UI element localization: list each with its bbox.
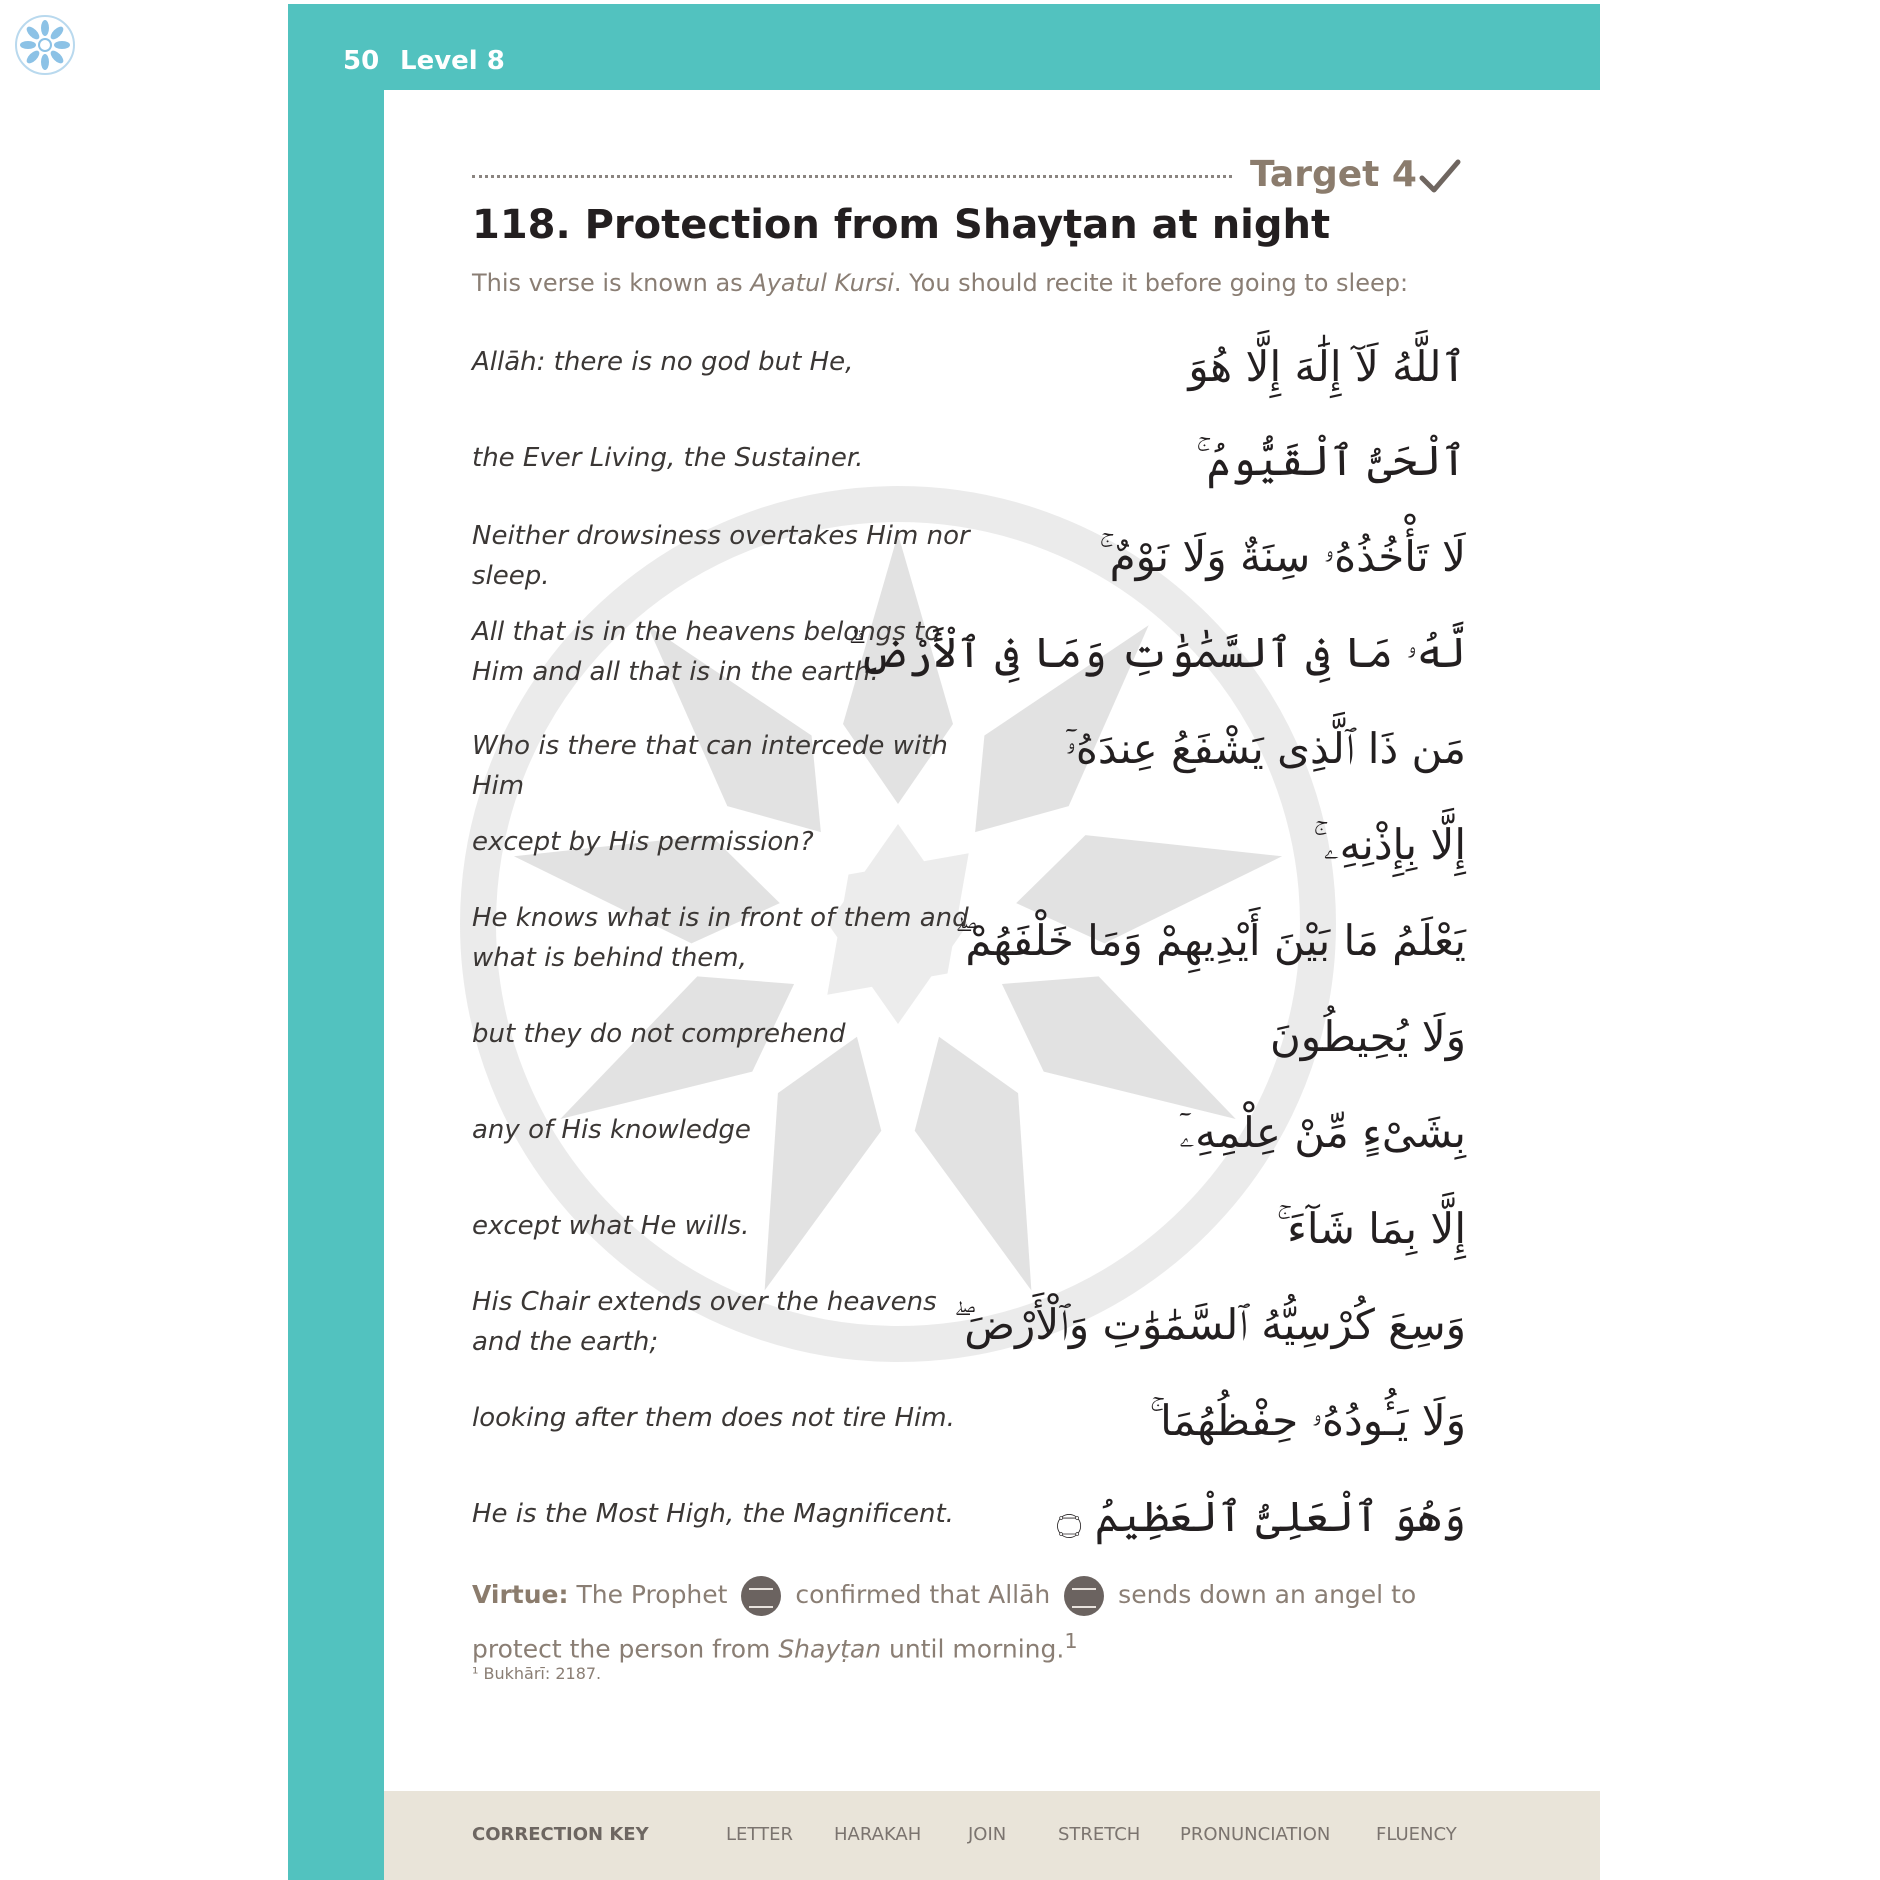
target-label: Target 4 [1250, 154, 1417, 195]
page-number: 50 [343, 46, 380, 76]
verse-translation: looking after them does not tire Him. [472, 1403, 955, 1433]
verse-arabic: إِلَّا بِإِذْنِهِۦ ۚ [1313, 820, 1466, 869]
verse-translation: All that is in the heavens belongs to Him and all that is in the earth. [472, 617, 941, 687]
verse-arabic: يَعْلَمُ مَا بَيْنَ أَيْدِيهِمْ وَمَا خَلْفَهُمْ ۖ [954, 916, 1466, 965]
verse-arabic: بِشَىْءٍ مِّنْ عِلْمِهِۦٓ [1179, 1108, 1466, 1157]
verse-translation: except by His permission? [472, 827, 814, 857]
intro-text-start: This verse is known as [472, 269, 751, 297]
footnote: ¹ Bukhārī: 2187. [472, 1664, 602, 1683]
verse-translation: any of His knowledge [472, 1115, 751, 1145]
verse-arabic: وَلَا يَـُٔودُهُۥ حِفْظُهُمَا ۚ [1149, 1396, 1466, 1445]
virtue-paragraph [472, 1572, 1452, 1672]
virtue-text: sends down an angel to protect the person from [472, 1580, 1417, 1664]
verse-arabic: إِلَّا بِمَا شَآءَ ۚ [1276, 1204, 1466, 1253]
taala-honorific-icon [1064, 1576, 1104, 1616]
verse-arabic: لَا تَأْخُذُهُۥ سِنَةٌ وَلَا نَوْمٌ ۚ [1099, 532, 1466, 581]
footnote-marker: 1 [1064, 1629, 1078, 1653]
verse-arabic: وَهُوَ ٱلْعَلِىُّ ٱلْعَظِيمُ ۝ [1056, 1492, 1466, 1541]
salawat-honorific-icon [741, 1576, 781, 1616]
verse-translation: His Chair extends over the heavens and the earth; [472, 1287, 937, 1357]
level-label: Level 8 [400, 46, 505, 76]
correction-key-join: JOIN [968, 1824, 1007, 1845]
verse-translation: He is the Most High, the Magnificent. [472, 1499, 954, 1529]
verse-translation: the Ever Living, the Sustainer. [472, 443, 864, 473]
checkmark-icon [1418, 156, 1462, 196]
verse-translation: but they do not comprehend [472, 1019, 846, 1049]
correction-key-fluency: FLUENCY [1376, 1824, 1457, 1845]
verse-translation: Neither drowsiness overtakes Him nor sleep. [472, 521, 970, 591]
footer-side-band [288, 1791, 384, 1880]
verse-arabic: مَن ذَا ٱلَّذِى يَشْفَعُ عِندَهُۥٓ [1065, 724, 1466, 773]
verse-arabic: ٱلْحَىُّ ٱلْقَيُّومُ ۚ [1196, 436, 1466, 485]
correction-key-pronunciation: PRONUNCIATION [1180, 1824, 1331, 1845]
verse-translation: He knows what is in front of them and what is behind them, [472, 903, 969, 973]
virtue-text: confirmed that Allāh [787, 1580, 1059, 1609]
correction-key-label: CORRECTION KEY [472, 1824, 649, 1845]
lesson-title: 118. Protection from Shayṭan at night [472, 202, 1331, 248]
verse-arabic: ٱللَّهُ لَآ إِلَٰهَ إِلَّا هُوَ [1188, 342, 1466, 391]
publisher-logo-icon [14, 14, 76, 76]
target-dotted-rule [472, 175, 1232, 178]
book-page [288, 4, 1600, 1880]
verse-translation: Who is there that can intercede with Him [472, 731, 948, 801]
intro-text-end: . You should recite it before going to sleep: [893, 269, 1409, 297]
virtue-text: until morning. [881, 1634, 1065, 1664]
virtue-label: Virtue: [472, 1580, 569, 1609]
verse-arabic: وَسِعَ كُرْسِيُّهُ ٱلسَّمَٰوَٰتِ وَٱلْأَرْضَ ۖ [953, 1300, 1466, 1349]
page-side-band [288, 90, 384, 1880]
verse-arabic: وَلَا يُحِيطُونَ [1269, 1012, 1466, 1061]
verse-arabic: لَّهُۥ مَا فِى ٱلسَّمَٰوَٰتِ وَمَا فِى ٱلْأَرْضِ ۗ [848, 628, 1466, 677]
correction-key-letter: LETTER [726, 1824, 793, 1845]
intro-verse-name: Ayatul Kursi [750, 269, 894, 297]
verse-translation: Allāh: there is no god but He, [472, 347, 854, 377]
verse-translation: except what He wills. [472, 1211, 750, 1241]
lesson-intro [472, 269, 1408, 297]
correction-key-harakah: HARAKAH [834, 1824, 922, 1845]
virtue-italic-term: Shayṭan [778, 1634, 882, 1664]
virtue-text: The Prophet [568, 1580, 736, 1609]
correction-key-stretch: STRETCH [1058, 1824, 1141, 1845]
